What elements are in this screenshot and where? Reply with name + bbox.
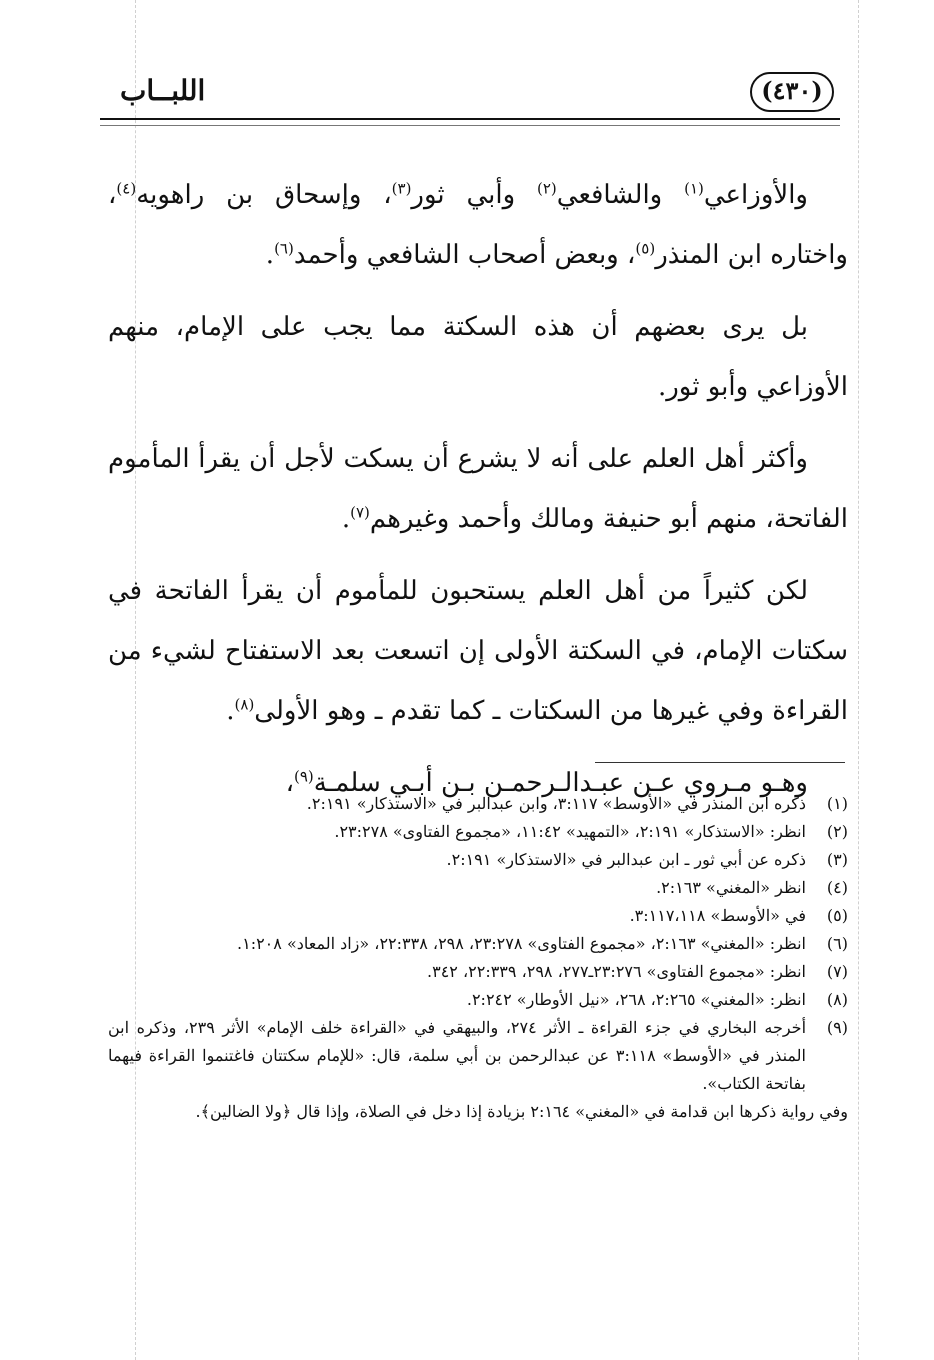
footnotes [108,790,848,1126]
text-segment: والأوزاعي [703,180,808,210]
footnote-item [108,874,848,902]
footnote-item [108,790,848,818]
footnote-number: (٦) [826,934,848,953]
body-paragraph [108,561,848,741]
footnote-item [108,986,848,1014]
footnote-item [108,958,848,986]
footnote-number: (٣) [826,850,848,869]
footnote-separator [595,762,845,763]
footnote-item [108,846,848,874]
footnote-marker[interactable]: (٣) [391,179,412,198]
footnote-list [108,790,848,1098]
footnote-text: انظر: «المغني» ٢:١٦٣، «مجموع الفتاوى» ٢٣:٢٧٨، ٢٩٨، ٢٢:٣٣٨، «زاد المعاد» ١:٢٠٨. [237,934,806,953]
body-paragraph [108,429,848,549]
body-paragraph [108,297,848,417]
footnote-item [108,902,848,930]
footnote-number: (٤) [826,878,848,897]
text-segment: . [265,240,275,270]
footnote-item [108,1014,848,1098]
footnote-number: (٥) [826,906,848,925]
scan-guide-line [858,0,859,1360]
footnote-number: (٢) [826,822,848,841]
footnote-text: ذكره عن أبي ثور ـ ابن عبدالبر في «الاستذكار» ٢:١٩١. [446,850,806,869]
text-segment: والشافعي [556,180,685,210]
footnote-number: (١) [826,794,848,813]
header-rule [100,118,840,126]
footnote-marker[interactable]: (٨) [234,695,255,714]
text-segment: . [226,696,235,726]
footnote-marker[interactable]: (٥) [635,239,656,258]
footnote-marker[interactable]: (٩) [293,767,314,786]
footnote-number: (٨) [826,990,848,1009]
footnote-marker[interactable]: (١) [684,179,704,198]
footnote-text: انظر: «الاستذكار» ٢:١٩١، «التمهيد» ١١:٤٢، «مجموع الفتاوى» ٢٣:٢٧٨. [334,822,806,841]
footnote-continuation: وفي رواية ذكرها ابن قدامة في «المغني» ٢:١٦٤ بزيادة إذا دخل في الصلاة، وإذا قال ﴿ولا الضالين﴾. [195,1102,848,1121]
footnote-text: انظر: «المغني» ٢:٢٦٥، ٢٦٨، «نيل الأوطار» ٢:٢٤٢. [466,990,806,1009]
footnote-text: انظر: «مجموع الفتاوى» ٢٣:٢٧٦ـ٢٧٧، ٢٩٨، ٢٢:٣٣٩، ٣٤٢. [427,962,806,981]
footnote-text: ذكره ابن المنذر في «الأوسط» ٣:١١٧، وابن عبدالبر في «الاستذكار» ٢:١٩١. [306,794,806,813]
page-header [100,70,840,120]
footnote-number: (٧) [826,962,848,981]
footnote-text: انظر «المغني» ٢:١٦٣. [656,878,806,897]
footnote-item [108,818,848,846]
text-segment: ، وبعض أصحاب الشافعي وأحمد [293,240,636,270]
text-segment: وأبي ثور [411,180,537,210]
text-segment: ، واختاره ابن المنذر [108,180,848,270]
text-segment: وهـو مـروي عـن عبـدالـرحمـن بـن أبـي سلمـة [313,768,808,798]
text-segment: وأكثر أهل العلم على أنه لا يشرع أن يسكت لأجل أن يقرأ المأموم الفاتحة، منهم أبو حنيفة ومالك وأحمد وغيرهم [108,444,848,534]
footnote-marker[interactable]: (٤) [116,179,137,198]
footnote-marker[interactable]: (٦) [274,239,294,258]
footnote-marker[interactable]: (٧) [350,503,370,522]
footnote-text: أخرجه البخاري في جزء القراءة ـ الأثر ٢٧٤، والبيهقي في «القراءة خلف الإمام» الأثر ٢٣٩، وذكره ابن المنذر في «الأوسط» ٣:١١٨ عن عبدالرحمن بن أبي سلمة، قال: «للإمام سكتتان فاغتنموا القراءة فيهما بفاتحة الكتاب». [108,1018,807,1093]
footnote-marker[interactable]: (٢) [537,179,557,198]
main-text [108,165,848,825]
running-title: اللبــاب [120,74,206,107]
text-segment: . [341,504,351,534]
body-paragraph [108,165,848,285]
text-segment: لكن كثيراً من أهل العلم يستحبون للمأموم أن يقرأ الفاتحة في سكتات الإمام، في السكتة الأولى إن اتسعت بعد الاستفتاح لشيء من القراءة وفي غيرها من السكتات ـ كما تقدم ـ وهو الأولى [108,576,848,726]
text-segment: بل يرى بعضهم أن هذه السكتة مما يجب على الإمام، منهم الأوزاعي وأبو ثور. [108,312,848,402]
footnote-text: في «الأوسط» ٣:١١٧،١١٨. [629,906,806,925]
page-number: (٤٣٠) [750,72,834,112]
text-segment: ، وإسحاق بن راهويه [136,180,392,210]
footnote-number: (٩) [826,1018,848,1037]
footnote-item [108,930,848,958]
text-segment: ، [285,768,294,798]
